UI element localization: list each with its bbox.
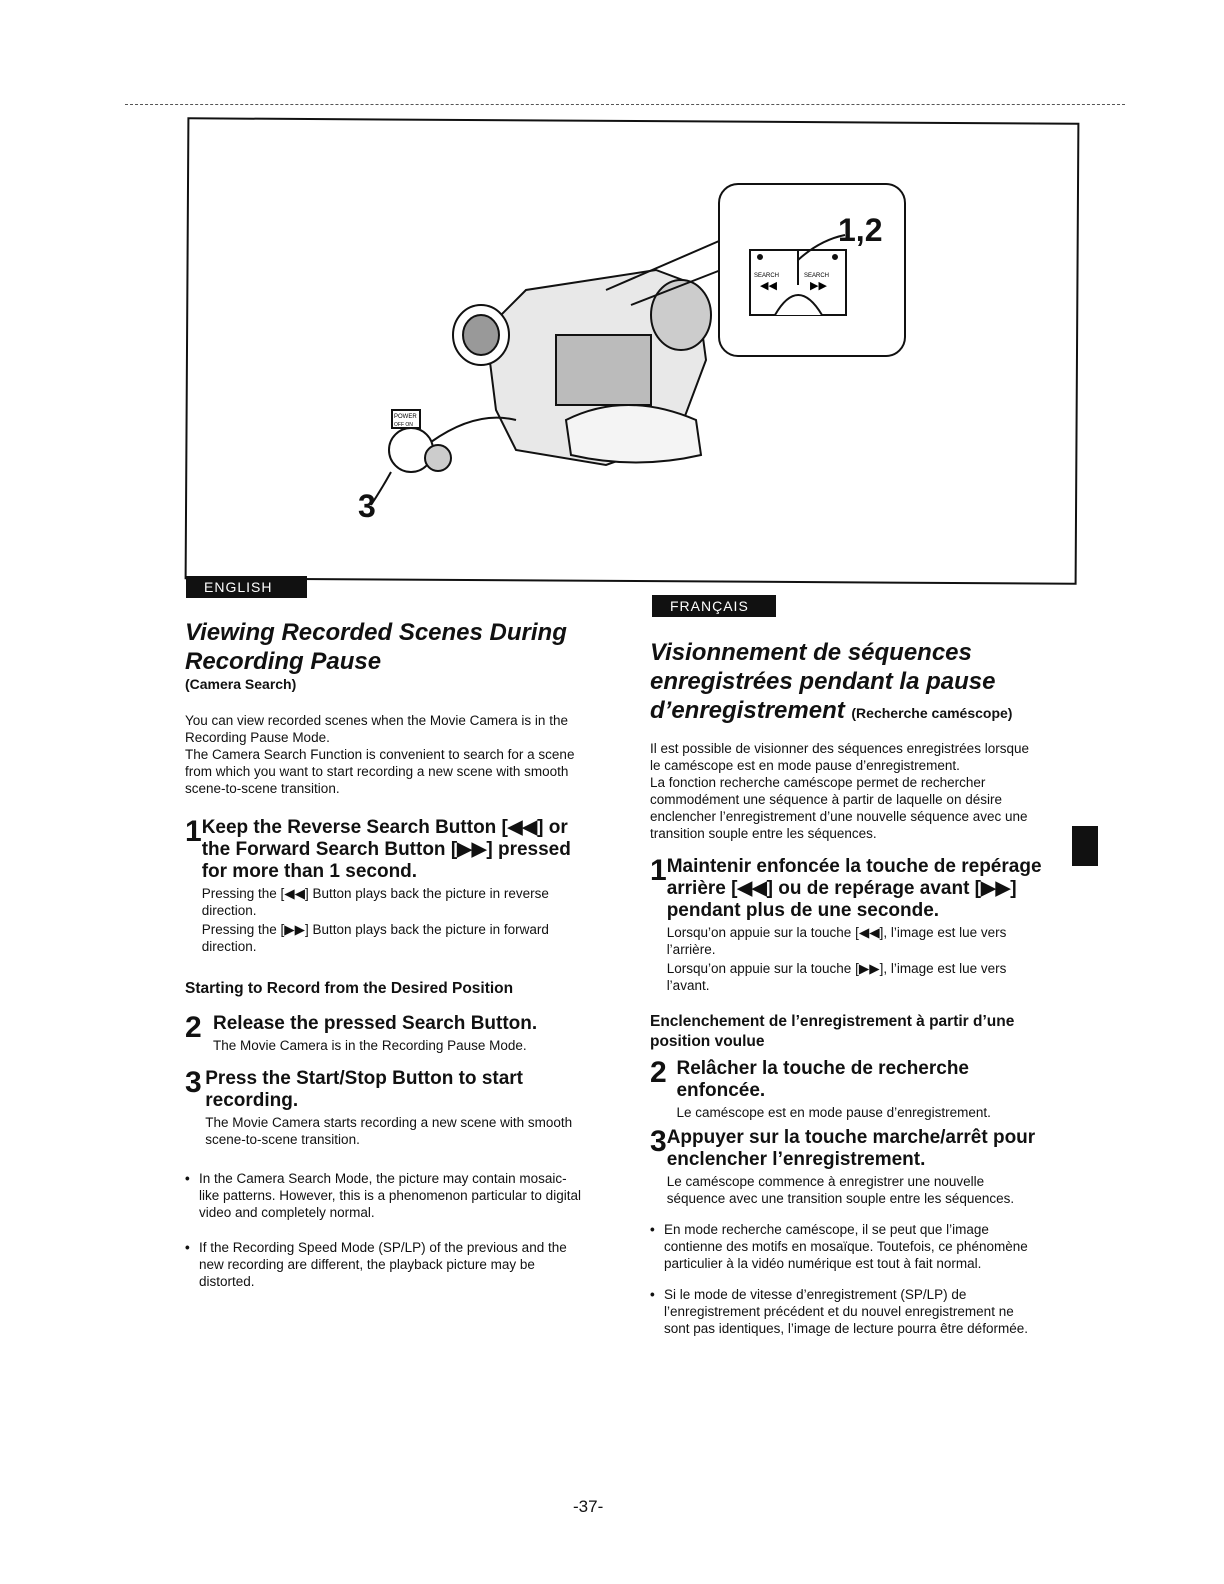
french-step-2-heading: Relâcher la touche de recherche enfoncée. [676,1058,969,1101]
french-intro-1: Il est possible de visionner des séquences enregistrées lorsque le caméscope est en mode pause d’enregistrement. [650,741,1029,773]
french-bullet-1 [650,1221,1042,1272]
section-index-tab-mark [1072,826,1098,866]
french-step-1-desc-2: Lorsqu’on appuie sur la touche [▶▶], l’image est lue vers l’avant. [666,961,1007,993]
english-intro-2: The Camera Search Function is convenient to search for a scene from which you want to start recording a new scene with smooth scene-to-scene transition. [185,747,575,796]
french-step-3-heading: Appuyer sur la touche marche/arrêt pour enclencher l’enregistrement. [666,1127,1036,1170]
french-column [650,638,1042,1337]
french-step-3-desc: Le caméscope commence à enregistrer une nouvelle séquence avec une transition souple entre les séquences. [666,1174,1015,1206]
french-step-2 [650,1058,1042,1121]
page-number: -37- [573,1497,604,1516]
inset-search-right: SEARCH [804,273,830,279]
bullet-icon: • [185,1171,190,1186]
english-step-2-number: 2 [185,1011,202,1044]
inset-search-left: SEARCH [754,273,780,279]
camcorder-illustration [186,120,1074,578]
french-bullet-2 [650,1286,1042,1337]
french-bullet-1-text: En mode recherche caméscope, il se peut que l’image contienne des motifs en mosaïque. Toutefois, ce phénomène particulier à la vidéo numérique est tout à fait normal. [664,1222,1028,1271]
english-bullet-2 [185,1239,585,1290]
french-step-1 [650,856,1042,994]
french-step-2-desc: Le caméscope est en mode pause d’enregistrement. [676,1105,991,1120]
power-off-on-label: OFF ON [394,422,413,428]
english-step-1-heading: Keep the Reverse Search Button [◀◀] or the Forward Search Button [▶▶] pressed for more than 1 second. [201,817,571,882]
english-step-1-desc-2: Pressing the [▶▶] Button plays back the picture in forward direction. [201,922,549,954]
english-column [185,618,585,1290]
french-step-2-number: 2 [650,1056,667,1089]
french-bullet-2-text: Si le mode de vitesse d’enregistrement (SP/LP) de l’enregistrement précédent et du nouvel enregistrement ne sont pas identiques, l’image de lecture pourra être déformée. [664,1287,1028,1336]
search-buttons-inset [718,183,906,357]
english-step-3-heading: Press the Start/Stop Button to start recording. [205,1068,523,1111]
french-subtitle: (Recherche caméscope) [851,705,1013,721]
english-step-1-desc-1: Pressing the [◀◀] Button plays back the picture in reverse direction. [201,886,549,918]
top-rule [125,104,1125,105]
french-step-1-heading: Maintenir enfoncée la touche de repérage arrière [◀◀] ou de repérage avant [▶▶] pendant plus de une seconde. [666,856,1042,921]
english-bullet-1-text: In the Camera Search Mode, the picture may contain mosaic-like patterns. However, this is a phenomenon particular to digital video and completely normal. [199,1171,581,1220]
french-section-heading: Enclenchement de l’enregistrement à partir d’une position voulue [650,1013,1015,1050]
french-step-3 [650,1127,1042,1207]
bullet-icon: • [650,1287,655,1302]
english-intro-1: You can view recorded scenes when the Movie Camera is in the Recording Pause Mode. [185,713,568,745]
power-label: POWER [394,414,417,420]
reverse-search-icon: ◀◀ [760,279,777,292]
english-section-heading: Starting to Record from the Desired Position [185,980,514,997]
english-bullet-1 [185,1170,585,1221]
english-step-3 [185,1068,585,1148]
french-step-1-number: 1 [650,854,667,887]
english-step-2 [185,1013,585,1054]
english-step-3-number: 3 [185,1066,202,1099]
english-subtitle: (Camera Search) [185,676,297,692]
english-step-2-heading: Release the pressed Search Button. [213,1013,538,1034]
french-intro-2: La fonction recherche caméscope permet de rechercher commodément une séquence à partir de laquelle on désire enclencher l’enregistrement d’une nouvelle séquence avec une transition souple entre les séquences. [650,775,1028,841]
forward-search-icon: ▶▶ [810,279,827,292]
bullet-icon: • [650,1222,655,1237]
callout-step-3: 3 [358,488,376,524]
english-step-2-desc: The Movie Camera is in the Recording Pause Mode. [213,1038,527,1053]
callout-steps-1-2: 1,2 [838,212,883,248]
bullet-icon: • [185,1240,190,1255]
english-step-3-desc: The Movie Camera starts recording a new scene with smooth scene-to-scene transition. [205,1115,573,1147]
english-step-1 [185,817,585,955]
french-language-tab: FRANÇAIS [652,595,776,617]
french-title: Visionnement de séquences enregistrées pendant la pause d’enregistrement (Recherche caméscope) [650,639,1013,724]
english-bullet-2-text: If the Recording Speed Mode (SP/LP) of the previous and the new recording are different, the playback picture may be distorted. [199,1240,567,1289]
french-step-3-number: 3 [650,1125,667,1158]
english-title: Viewing Recorded Scenes During Recording Pause [185,619,567,675]
english-language-tab: ENGLISH [186,576,307,598]
french-step-1-desc-1: Lorsqu’on appuie sur la touche [◀◀], l’image est lue vers l’arrière. [666,925,1007,957]
english-step-1-number: 1 [185,815,202,848]
